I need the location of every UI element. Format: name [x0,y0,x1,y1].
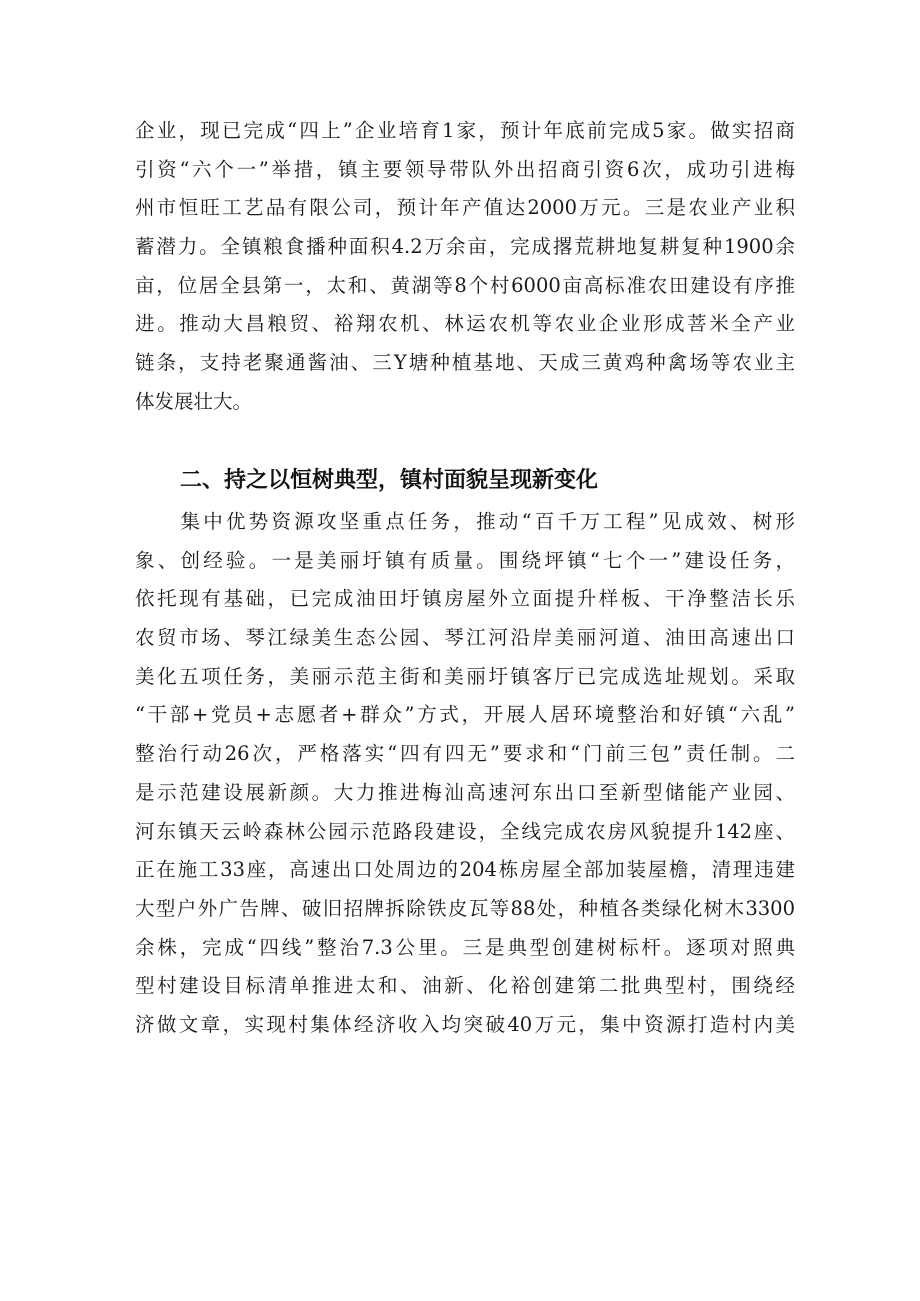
paragraph-line: 农贸市场、琴江绿美生态公园、琴江河沿岸美丽河道、油田高速出口 [135,626,795,650]
paragraph-town-village [135,503,795,1045]
paragraph-line: 型村建设目标清单推进太和、油新、化裕创建第二批典型村，围绕经 [135,974,795,998]
paragraph-line: 正在施工33座，高速出口处周边的204栋房屋全部加装屋檐，清理违建 [135,858,795,882]
paragraph-line: 企业，现已完成“四上”企业培育1家，预计年底前完成5家。做实招商 [135,119,795,142]
paragraph-line: 依托现有基础，已完成油田圩镇房屋外立面提升样板、干净整洁长乐 [135,587,795,611]
paragraph-line: 美化五项任务，美丽示范主街和美丽圩镇客厅已完成选址规划。采取 [135,664,795,688]
paragraph-line: 余株，完成“四线”整治7.3公里。三是典型创建树标杆。逐项对照典 [135,935,795,959]
paragraph-line: 引资“六个一”举措，镇主要领导带队外出招商引资6次，成功引进梅 [135,157,795,181]
paragraph-line: 州市恒旺工艺品有限公司，预计年产值达2000万元。三是农业产业积 [135,196,795,220]
paragraph-line: 进。推动大昌粮贸、裕翔农机、林运农机等农业企业形成菩米全产业 [135,312,795,336]
paragraph-line: 蓄潜力。全镇粮食播种面积4.2万余亩，完成撂荒耕地复耕复种1900余 [135,235,795,259]
paragraph-line: 体发展壮大。 [135,389,253,413]
paragraph-line: 链条，支持老聚通酱油、三Y塘种植基地、天成三黄鸡种禽场等农业主 [135,351,795,375]
paragraph-line: 大型户外广告牌、破旧招牌拆除铁皮瓦等88处，种植各类绿化树木3300 [135,896,795,920]
paragraph-line: 象、创经验。一是美丽圩镇有质量。围绕坪镇“七个一”建设任务， [135,548,795,572]
paragraph-line: 整治行动26次，严格落实“四有四无”要求和“门前三包”责任制。二 [135,742,795,766]
paragraph-line: 集中优势资源攻坚重点任务，推动“百千万工程”见成效、树形 [135,510,795,533]
paragraph-line: 是示范建设展新颜。大力推进梅汕高速河东出口至新型储能产业园、 [135,780,795,804]
section-heading: 二、持之以恒树典型，镇村面貌呈现新变化 [180,468,599,493]
paragraph-line: “干部+党员+志愿者+群众”方式，开展人居环境整治和好镇“六乱” [135,703,795,727]
paragraph-line: 济做文章，实现村集体经济收入均突破40万元，集中资源打造村内美 [135,1012,795,1036]
paragraph-agriculture [135,112,795,422]
paragraph-line: 河东镇天云岭森林公园示范路段建设，全线完成农房风貌提升142座、 [135,819,795,843]
paragraph-line: 亩，位居全县第一，太和、黄湖等8个村6000亩高标准农田建设有序推 [135,273,795,297]
